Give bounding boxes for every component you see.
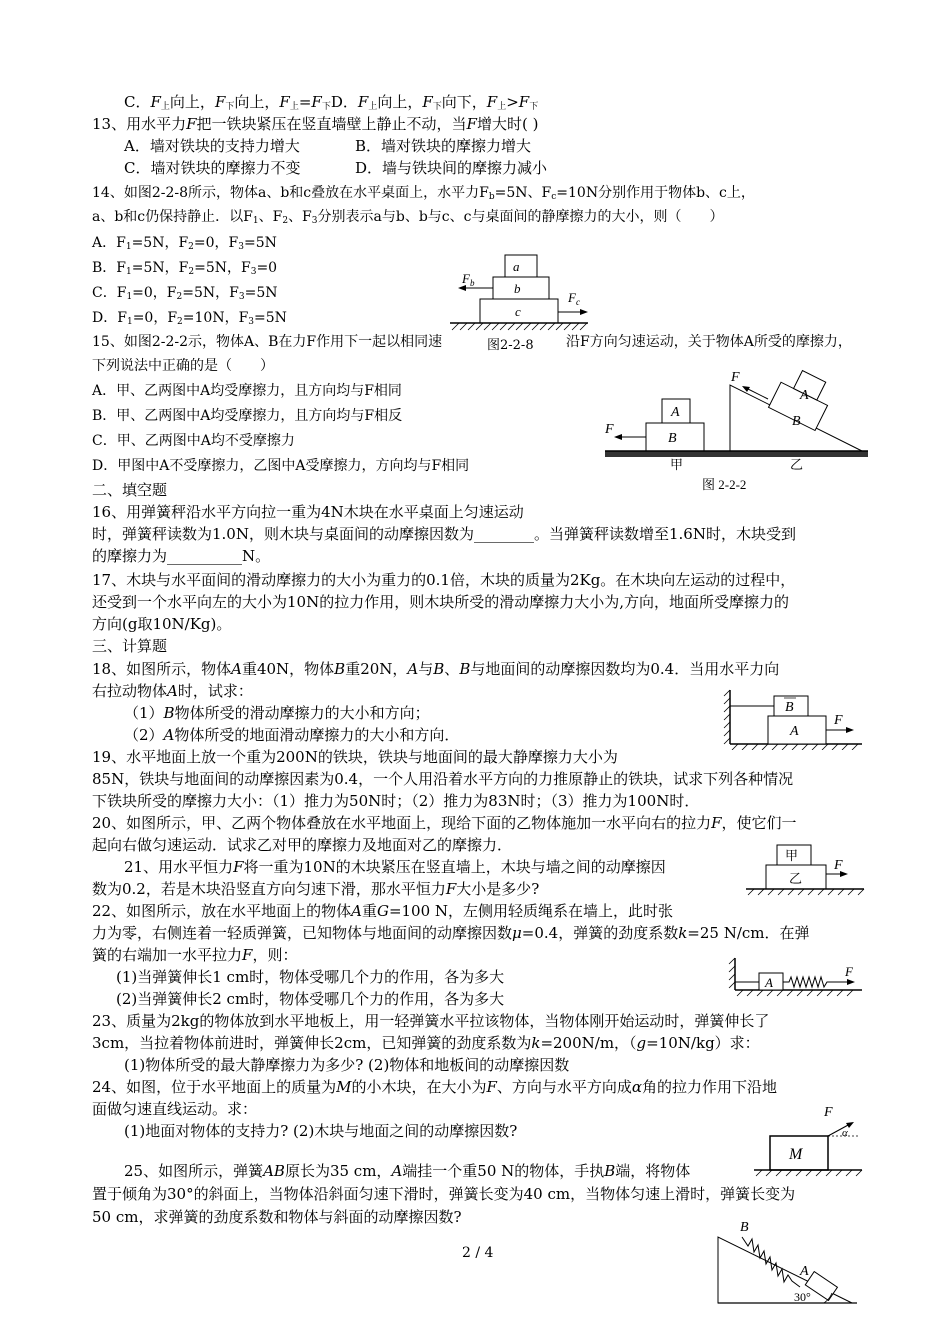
q17-line2: 还受到一个水平向左的大小为10N的拉力作用，则木块所受的滑动摩擦力大小为,方向，地面所受摩擦力的 xyxy=(92,593,789,611)
q23-line2: 3cm，当拉着物体前进时，弹簧伸长2cm，已知弹簧的劲度系数为k=200N/m，（g=10N/kg）求： xyxy=(92,1034,760,1052)
q23-sub: (1)物体所受的最大静摩擦力为多少? (2)物体和地板间的动摩擦因数 xyxy=(124,1056,570,1074)
q22-sub1: (1)当弹簧伸长1 cm时，物体受哪几个力的作用，各为多大 xyxy=(116,968,505,986)
svg-text:F: F xyxy=(824,1105,833,1120)
q12-options-cd: C．$F_上$向上，$F_下$向上，$F_上=F_下D$．$F_上$向上，$F_下$向下，$F_上>F_下$ xyxy=(124,93,539,112)
q22-line3: 簧的右端加一水平拉力F，则： xyxy=(92,946,298,964)
q14-option-d: D．$F_1=0$，$F_2=10N$，$F_3=5N$ xyxy=(92,310,287,327)
q17-line1: 17、木块与水平面间的滑动摩擦力的大小为重力的0.1倍，木块的质量为2Kg。在木块向左运动的过程中， xyxy=(92,571,796,589)
section-calculation: 三、计算题 xyxy=(92,637,168,655)
block-b xyxy=(493,277,549,299)
q25-line2: 置于倾角为30°的斜面上，当物体沿斜面匀速下滑时，弹簧长变为40 cm，当物体匀速上滑时，弹簧长变为 xyxy=(92,1185,796,1203)
section-fill-blank: 二、填空题 xyxy=(92,481,168,499)
q13-option-c: C．墙对铁块的摩擦力不变 xyxy=(124,159,301,177)
label-a: a xyxy=(513,259,520,274)
svg-text:A: A xyxy=(800,1264,809,1279)
q18-sub2: （2）A物体所受的地面滑动摩擦力的大小和方向． xyxy=(124,726,460,744)
q15-stem-line1b: 沿F方向匀速运动，关于物体A所受的摩擦力， xyxy=(566,334,852,350)
q25-line1: 25、如图所示，弹簧AB原长为35 cm，A端挂一个重50 N的物体，手执B端，将物体 xyxy=(124,1162,691,1180)
svg-text:甲: 甲 xyxy=(785,848,799,863)
q19-line3: 下铁块所受的摩擦力大小：（1）推力为50N时；（2）推力为83N时；（3）推力为100N时． xyxy=(92,792,700,810)
q24-line1: 24、如图，位于水平地面上的质量为M的小木块，在大小为F、方向与水平方向成α角的拉力作用下沿地 xyxy=(92,1078,778,1096)
label-Fc: $F_c$ xyxy=(568,290,580,307)
svg-text:F: F xyxy=(731,370,740,385)
svg-text:乙: 乙 xyxy=(789,871,803,886)
q15-stem-line2: 下列说法中正确的是（ ） xyxy=(92,358,274,374)
q22-line2: 力为零，右侧连着一轻质弹簧，已知物体与地面间的动摩擦因数μ=0.4，弹簧的劲度系数k=25 N/cm．在弹 xyxy=(92,924,810,942)
q19-line2: 85N，铁块与地面间的动摩擦因素为0.4，一个人用沿着水平方向的力推原静止的铁块，试求下列各种情况 xyxy=(92,770,794,788)
q23-line1: 23、质量为2kg的物体放到水平地板上，用一轻弹簧水平拉该物体，当物体刚开始运动时，弹簧伸长了 xyxy=(92,1012,770,1030)
q14-stem-line2: a、b和c仍保持静止．以$F_1$、$F_2$、$F_3$分别表示a与b、b与c、c与桌面间的静摩擦力的大小，则（ ） xyxy=(92,209,724,226)
q16-line3: 的摩擦力为__________N。 xyxy=(92,547,271,565)
svg-text:B: B xyxy=(740,1220,749,1235)
q15-option-b: B．甲、乙两图中A均受摩擦力，且方向均与F相反 xyxy=(92,408,403,424)
svg-text:M: M xyxy=(789,1146,803,1163)
svg-text:B: B xyxy=(785,700,794,715)
q22-figure xyxy=(727,956,867,998)
q15-option-a: A．甲、乙两图中A均受摩擦力，且方向均与F相同 xyxy=(92,383,402,399)
q13-option-a: A．墙对铁块的支持力增大 xyxy=(124,137,300,155)
page-number: 2 / 4 xyxy=(462,1245,494,1261)
q24-sub: (1)地面对物体的支持力? (2)木块与地面之间的动摩擦因数? xyxy=(124,1122,518,1140)
svg-text:30°: 30° xyxy=(794,1290,811,1304)
q21-line2: 数为0.2，若是木块沿竖直方向匀速下滑，那水平恒力F大小是多少? xyxy=(92,880,540,898)
q15-option-d: D．甲图中A不受摩擦力，乙图中A受摩擦力，方向均与F相同 xyxy=(92,458,470,474)
q15-option-c: C．甲、乙两图中A均不受摩擦力 xyxy=(92,433,295,449)
q15-stem-line1a: 15、如图2-2-2示，物体A、B在力F作用下一起以相同速 xyxy=(92,334,443,350)
svg-text:B: B xyxy=(792,414,801,429)
svg-text:A: A xyxy=(765,975,773,990)
svg-text:甲: 甲 xyxy=(670,457,684,472)
q18-sub1: （1）B物体所受的滑动摩擦力的大小和方向； xyxy=(124,704,430,722)
q14-option-a: A．$F_1=5N$，$F_2=0$，$F_3=5N$ xyxy=(92,235,277,252)
q22-line1: 22、如图所示，放在水平地面上的物体A重G=100 N，左侧用轻质绳系在墙上，此时张 xyxy=(92,902,674,920)
svg-text:A: A xyxy=(671,405,680,420)
q25-figure xyxy=(712,1215,862,1309)
q20-figure xyxy=(744,842,869,898)
q15-figure xyxy=(600,365,870,495)
q24-figure xyxy=(752,1102,867,1182)
q14-figure-caption: 图2-2-8 xyxy=(487,338,534,353)
q20-line2: 起向右做匀速运动．试求乙对甲的摩擦力及地面对乙的摩擦力． xyxy=(92,836,513,854)
q14-option-b: B．$F_1=5N$，$F_2=5N$，$F_3=0$ xyxy=(92,260,278,277)
label-b: b xyxy=(514,281,521,296)
svg-text:B: B xyxy=(668,431,677,446)
q17-line3: 方向(g取10N/Kg)。 xyxy=(92,615,232,633)
block-a xyxy=(505,255,537,277)
q13-option-d: D．墙与铁块间的摩擦力减小 xyxy=(355,159,548,177)
svg-text:A: A xyxy=(790,724,799,739)
q25-line3: 50 cm，求弹簧的劲度系数和物体与斜面的动摩擦因数? xyxy=(92,1208,462,1226)
svg-text:F: F xyxy=(834,858,843,873)
q14-stem-line1: 14、如图2-2-8所示，物体a、b和c叠放在水平桌面上，水平力$F_b=5N$、$F_c=10N$分别作用于物体b、c上， xyxy=(92,185,755,202)
svg-text:α: α xyxy=(842,1127,848,1139)
label-Fb: $F_b$ xyxy=(462,271,475,288)
svg-text:F: F xyxy=(834,713,843,728)
q19-line1: 19、水平地面上放一个重为200N的铁块，铁块与地面间的最大静摩擦力大小为 xyxy=(92,748,618,766)
svg-text:图 2-2-2: 图 2-2-2 xyxy=(702,477,747,492)
q13-stem: 13、用水平力F把一铁块紧压在竖直墙壁上静止不动，当F增大时( ) xyxy=(92,115,539,133)
q18-figure xyxy=(722,688,867,750)
q14-option-c: C．$F_1=0$，$F_2=5N$，$F_3=5N$ xyxy=(92,285,278,302)
q20-line1: 20、如图所示，甲、乙两个物体叠放在水平地面上，现给下面的乙物体施加一水平向右的拉力F，使它们一 xyxy=(92,814,797,832)
label-c: c xyxy=(515,304,521,319)
svg-text:F: F xyxy=(845,964,853,979)
q24-line2: 面做匀速直线运动。求： xyxy=(92,1100,258,1118)
q18-line2: 右拉动物体A时，试求： xyxy=(92,682,253,700)
q13-option-b: B．墙对铁块的摩擦力增大 xyxy=(355,137,532,155)
svg-text:乙: 乙 xyxy=(790,457,804,472)
q18-line1: 18、如图所示，物体A重40N，物体B重20N，A与B、B与地面间的动摩擦因数均为0.4．当用水平力向 xyxy=(92,660,780,678)
svg-text:A: A xyxy=(800,388,809,403)
q21-line1: 21、用水平恒力F将一重为10N的木块紧压在竖直墙上，木块与墙之间的动摩擦因 xyxy=(124,858,666,876)
q16-line1: 16、用弹簧秤沿水平方向拉一重为4N木块在水平桌面上匀速运动 xyxy=(92,503,524,521)
q22-sub2: (2)当弹簧伸长2 cm时，物体受哪几个力的作用，各为多大 xyxy=(116,990,505,1008)
q16-line2: 时，弹簧秤读数为1.0N，则木块与桌面间的动摩擦因数为________。当弹簧秤读数增至1.6N时，木块受到 xyxy=(92,525,796,543)
svg-text:F: F xyxy=(605,422,614,437)
